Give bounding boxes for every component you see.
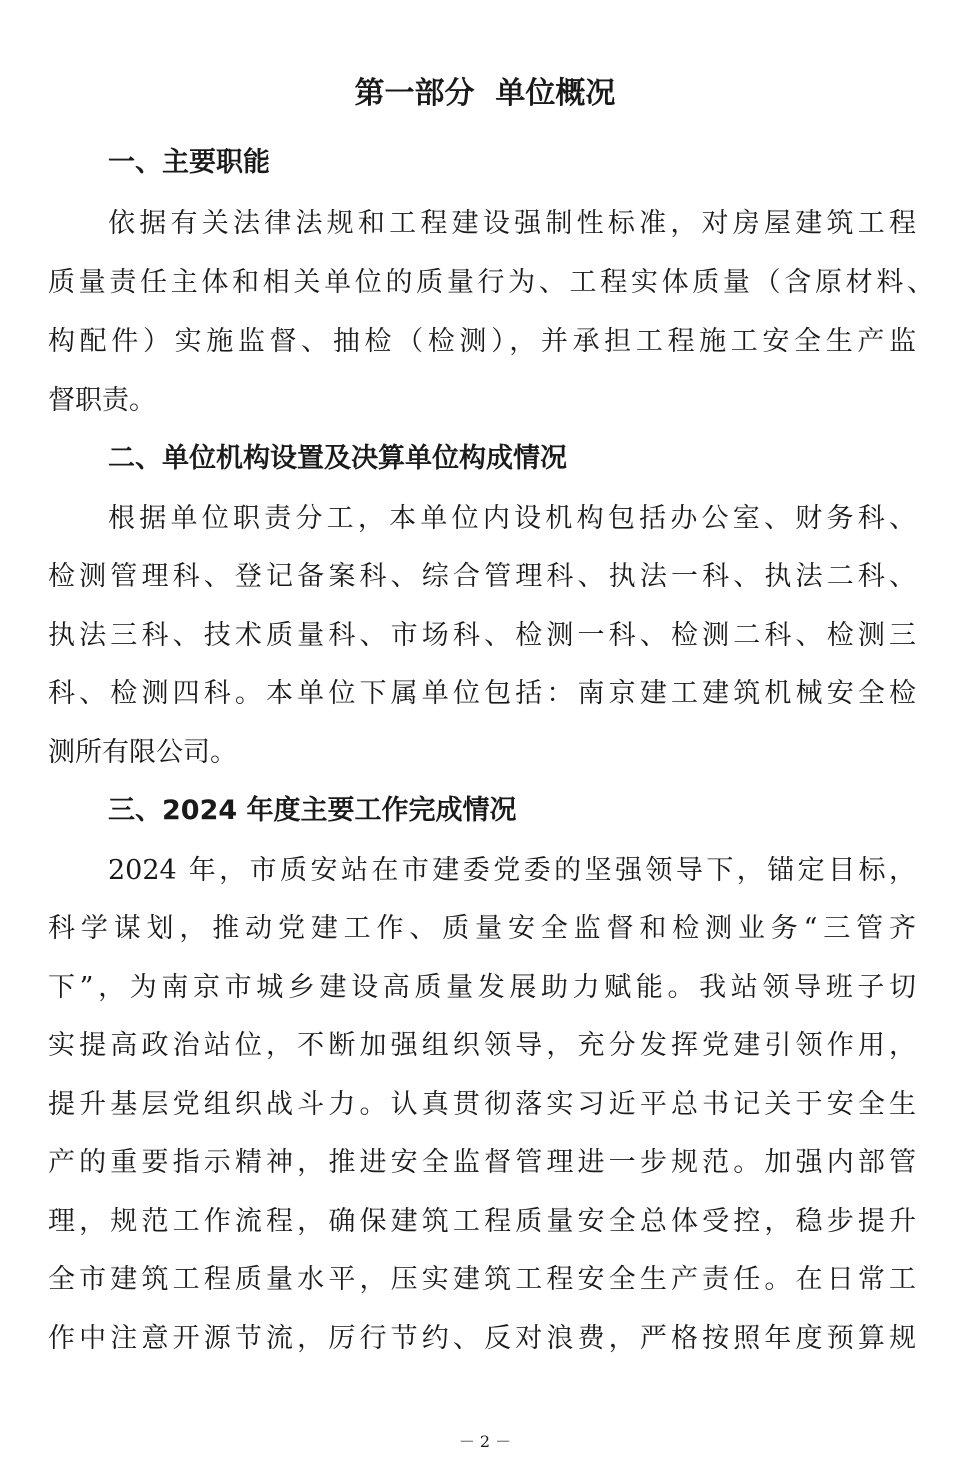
body-line: 科学谋划，推动党建工作、质量安全监督和检测业务“三管齐 [48, 913, 916, 944]
body-line: 提升基层党组织战斗力。认真贯彻落实习近平总书记关于安全生 [48, 1089, 916, 1120]
body-line: 质量责任主体和相关单位的质量行为、工程实体质量（含原材料、 [48, 267, 934, 298]
body-line: 2024 年，市质安站在市建委党委的坚强领导下，锚定目标， [108, 855, 916, 886]
section-heading-main-functions: 一、主要职能 [108, 147, 270, 178]
body-line: 作中注意开源节流，厉行节约、反对浪费，严格按照年度预算规 [48, 1323, 916, 1354]
section-heading-organization: 二、单位机构设置及决算单位构成情况 [108, 443, 567, 474]
body-line: 构配件）实施监督、抽检（检测），并承担工程施工安全生产监 [48, 326, 916, 357]
body-line: 下”，为南京市城乡建设高质量发展助力赋能。我站领导班子切 [48, 972, 916, 1003]
body-line: 检测管理科、登记备案科、综合管理科、执法一科、执法二科、 [48, 561, 916, 592]
page-title: 第一部分 单位概况 [354, 76, 616, 111]
body-line: 产的重要指示精神，推进安全监督管理进一步规范。加强内部管 [48, 1147, 916, 1178]
body-line: 执法三科、技术质量科、市场科、检测一科、检测二科、检测三 [48, 620, 916, 651]
body-line: 督职责。 [48, 385, 156, 416]
section-heading-work-completion: 三、2024 年度主要工作完成情况 [108, 795, 517, 826]
page-number: － 2 － [458, 1432, 512, 1451]
body-line: 实提高政治站位，不断加强组织领导，充分发挥党建引领作用， [48, 1030, 916, 1061]
body-line: 科、检测四科。本单位下属单位包括：南京建工建筑机械安全检 [48, 678, 916, 709]
body-line: 理，规范工作流程，确保建筑工程质量安全总体受控，稳步提升 [48, 1206, 916, 1237]
body-line: 依据有关法律法规和工程建设强制性标准，对房屋建筑工程 [108, 208, 916, 239]
body-line: 测所有限公司。 [48, 737, 237, 768]
body-line: 根据单位职责分工，本单位内设机构包括办公室、财务科、 [108, 503, 916, 534]
body-line: 全市建筑工程质量水平，压实建筑工程安全生产责任。在日常工 [48, 1264, 916, 1295]
